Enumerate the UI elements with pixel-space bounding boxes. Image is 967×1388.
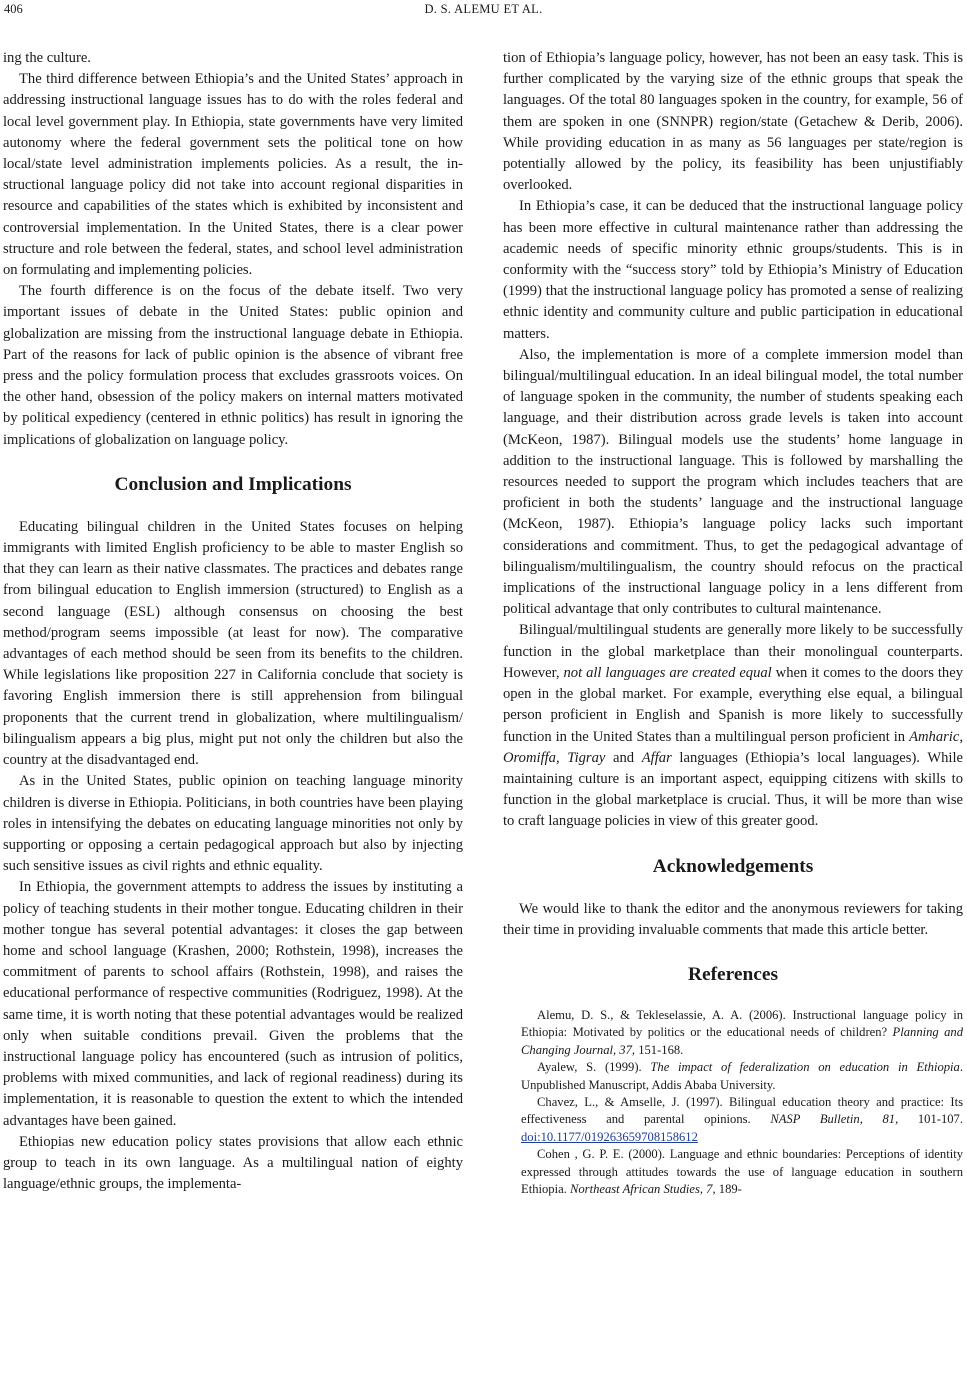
left-column <box>3 48 463 1195</box>
italic-run: not all languages are created equal <box>563 664 772 681</box>
paragraph: Ethiopias new education policy states provisions that allow each ethnic group to teach in its own language. As a multilingual nation of eighty language/ethnic groups, the implementa- <box>3 1133 463 1193</box>
text-run: languages (Ethiopia’s local languages). While maintaining culture is an important aspect, equipping citizens with skills to function in the global marketplace is crucial. Thus, it will be more than wise to craft language policies in view of this greater good. <box>503 749 963 830</box>
paragraph: In Ethiopia, the government attempts to address the issues by instituting a policy of teaching students in their mother tongue. Educating children in their mother tongue has several potential advantages: it closes the gap between home and school language (Krashen, 2000; Rothstein, 1998), increases the commitment of parents to school affairs (Rothstein, 1998), and raises the educational performance of respective communities (Rodriguez, 1998). At the same time, it is worth noting that these potential advantages would be realized only when suitable conditions prevail. Given the problems that the instructional language policy has encountered (such as intrusion of politics, problems with mixed communities, and lack of regional readiness) during its implementation, it is reasonable to question the extent to which the intended advantages have been gained. <box>3 879 463 1129</box>
text-run: Bilingual/multilingual students are generally more likely to be successfully function in the global marketplace than their monolingual counterparts. However, <box>503 622 963 681</box>
paragraph: Also, the implementation is more of a complete immersion model than bilingual/multilingual education. In an ideal bilingual model, the total number of language spoken in the community, the number of students speaking each language, and their distribution across grade levels is taken into account (McKeon, 1987). Bilingual models use the students’ home language in addition to the instructional language. This is followed by marshalling the resources needed to support the program which includes teachers that are proficient in both the students’ language and the instructional language (McKeon, 1987). Ethiopia’s language policy lacks such important considerations and commitment. Thus, to get the pedagogical advantage of bilingualism/multilingualism, the country should refocus on the practical implications of the instructional language policy in a lens different from political advantage that only contributes to cultural maintenance. <box>503 346 963 618</box>
doi-link[interactable]: doi:10.1177/019263659708158612 <box>521 1129 698 1144</box>
ref-text: 151-168. <box>635 1042 684 1057</box>
section-heading-conclusion: Conclusion and Implications <box>114 473 352 495</box>
reference-item <box>503 1094 963 1146</box>
page-header <box>0 0 967 22</box>
reference-list <box>503 1007 963 1198</box>
ref-text: Ayalew, S. (1999). <box>537 1060 651 1075</box>
text-run: when it comes to the doors they open in the global market. For example, everything else equal, a bilingual person proficient in English and Spanish is more likely to successfully function in the United States than a multilingual person proficient in <box>503 664 964 745</box>
ref-journal: Northeast African Studies, 7, <box>569 1181 716 1196</box>
italic-run: Affar <box>641 749 672 766</box>
paragraph <box>503 620 963 832</box>
paragraph: In Ethiopia’s case, it can be deduced that the instructional language policy has been more effective in cultural maintenance rather than addressing the academic needs of specific minority ethnic groups/students. This is in conformity with the “success story” told by Ethiopia’s Ministry of Education (1999) that the instructional language policy has promoted a sense of realizing ethnic identity and community culture and public participation in educational matters. <box>503 198 963 342</box>
reference-item <box>503 1007 963 1059</box>
right-column <box>503 48 963 1198</box>
paragraph: tion of Ethiopia’s language policy, however, has not been an easy task. This is further complicated by the varying size of the ethnic groups that speak the languages. Of the total 80 languages spoken in the country, for example, 56 of them are spoken in one (SNNPR) region/state (Getachew & Derib, 2006). While providing education in as many as 56 languages per state/region is potentially allowed by the policy, its feasibility has been unjustifiably overlooked. <box>503 50 963 194</box>
section-heading-references: References <box>687 963 779 985</box>
paragraph: Educating bilingual children in the United States focuses on helping immigrants with limited English proficiency to be able to master English so that they can learn as their native classmates. The practices and debates range from bilingual education to English immersion (structured) to English as a second language (ESL) although consensus on choosing the best method/program seems impossible (at least for now). The comparative advantages of each method should be seen from its benefits to the children. While legislations like proposition 227 in California conclude that society is favoring English immersion there is still apprehension from bilingual proponents that the current trend in globalization, where multilingualism/ bilingualism appears a big plus, might put not only the children but also the country at the disadvantaged end. <box>3 518 463 769</box>
ref-text: . Unpublished Manuscript, Addis Ababa University. <box>521 1060 963 1092</box>
running-head: D. S. ALEMU ET AL. <box>424 2 543 16</box>
paragraph: We would like to thank the editor and the anonymous reviewers for taking their time in providing invaluable comments that made this article better. <box>503 900 963 938</box>
ref-text: 189- <box>715 1181 742 1196</box>
ref-title: The impact of federalization on education in Ethiopia <box>650 1060 960 1075</box>
section-heading-acknowledgements: Acknowledgements <box>652 855 814 877</box>
ref-text: Alemu, D. S., & Tekleselassie, A. A. (2006). Instructional language policy in Ethiopia: Motivated by politics or the educational needs of children? <box>521 1007 963 1040</box>
ref-journal: Planning and Changing Journal, 37, <box>521 1025 963 1057</box>
paragraph: The fourth difference is on the focus of the debate itself. Two very important issues of debate in the United States: public opinion and globalization are missing from the instructional language debate in Ethiopia. Part of the reasons for lack of public opinion is the absence of vibrant free press and the policy formulation process that excludes grassroots voices. On the other hand, obsession of the policy makers on internal matters motivated by political expediency (centered in ethnic politics) has result in ignoring the implications of globalization on language policy. <box>3 283 463 448</box>
paragraph: As in the United States, public opinion on teaching language minority children is diverse in Ethiopia. Politicians, in both countries have been playing roles in intensifying the debates on educating language minorities not only by supporting or opposing a certain pedagogical approach but also by injecting such sensitive issues as civil rights and ethnic equality. <box>3 773 463 875</box>
page-number: 406 <box>4 2 23 16</box>
ref-journal: NASP Bulletin, 81, <box>770 1112 899 1127</box>
paragraph: ing the culture. <box>3 50 91 66</box>
reference-item <box>503 1059 963 1094</box>
ref-text: Cohen , G. P. E. (2000). Language and ethnic boundaries: Perceptions of identity expressed through attitudes towards the use of language education in southern Ethiopia. <box>521 1147 963 1196</box>
paragraph: The third difference between Ethiopia’s and the United States’ approach in addressing instructional language issues has to do with the roles federal and local level government play. In Ethiopia, state governments have very limited autonomy where the federal government sets the political tone on how local/state level administration implements policies. As a result, the instructional language policy did not take into account regional disparities in resource and capabilities of the states which is exhibited by inconsistent and controversial implementation. In the United States, there is a clear power structure and role between the federal, states, and school level administration on formulating and implementing policies. <box>3 71 463 279</box>
ref-text: 101-107. <box>898 1112 963 1127</box>
text-run: and <box>605 749 642 766</box>
reference-item <box>503 1146 963 1198</box>
italic-run: Amharic, Oromiffa, Tigray <box>503 728 963 766</box>
ref-text: Chavez, L., & Amselle, J. (1997). Bilingual education theory and practice: Its effectiveness and parental opinions. <box>521 1094 963 1127</box>
